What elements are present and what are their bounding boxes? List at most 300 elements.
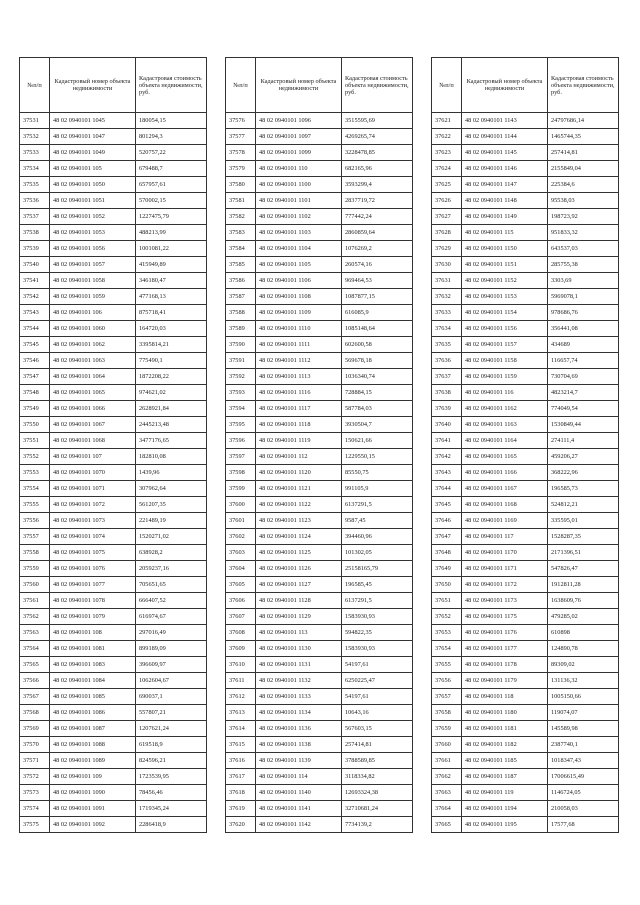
- cadastral-number: 48 02 0940101 1112: [256, 353, 342, 369]
- cadastral-cost: 10643,16: [342, 705, 413, 721]
- row-number: 37534: [20, 161, 50, 177]
- cadastral-number: 48 02 0940101 1136: [256, 721, 342, 737]
- row-number: 37620: [226, 817, 256, 833]
- cadastral-cost: 682165,96: [342, 161, 413, 177]
- cadastral-number: 48 02 0940101 1162: [462, 401, 548, 417]
- cadastral-cost: 524812,21: [548, 497, 619, 513]
- row-number: 37655: [432, 657, 462, 673]
- cadastral-number: 48 02 0940101 1083: [50, 657, 136, 673]
- cadastral-cost: 3515595,69: [342, 113, 413, 129]
- row-number: 37627: [432, 209, 462, 225]
- cadastral-cost: 145589,98: [548, 721, 619, 737]
- cadastral-number: 48 02 0940101 1108: [256, 289, 342, 305]
- table-row: [226, 321, 413, 337]
- row-number: 37563: [20, 625, 50, 641]
- cadastral-number: 48 02 0940101 1059: [50, 289, 136, 305]
- row-number: 37573: [20, 785, 50, 801]
- table-row: [226, 209, 413, 225]
- cadastral-number: 48 02 0940101 1051: [50, 193, 136, 209]
- table-row: [226, 401, 413, 417]
- cadastral-number: 48 02 0940101 1139: [256, 753, 342, 769]
- cadastral-number: 48 02 0940101 1091: [50, 801, 136, 817]
- table-row: [20, 449, 207, 465]
- cadastral-cost: 24797686,14: [548, 113, 619, 129]
- table-row: [20, 481, 207, 497]
- table-row: [432, 225, 619, 241]
- cadastral-cost: 9587,45: [342, 513, 413, 529]
- cadastral-number: 48 02 0940101 1182: [462, 737, 548, 753]
- table-row: [226, 673, 413, 689]
- cadastral-number: 48 02 0940101 1133: [256, 689, 342, 705]
- table-row: [20, 273, 207, 289]
- row-number: 37642: [432, 449, 462, 465]
- row-number: 37554: [20, 481, 50, 497]
- row-number: 37613: [226, 705, 256, 721]
- header-cadastral-cost: Кадастровая стоимость объекта недвижимости, руб.: [548, 58, 619, 113]
- table-row: [432, 129, 619, 145]
- cadastral-cost: 210058,03: [548, 801, 619, 817]
- cadastral-cost: 569678,18: [342, 353, 413, 369]
- table-row: [226, 801, 413, 817]
- row-number: 37569: [20, 721, 50, 737]
- cadastral-number: 48 02 0940101 1171: [462, 561, 548, 577]
- cadastral-cost: 7734139,2: [342, 817, 413, 833]
- cadastral-number: 48 02 0940101 1128: [256, 593, 342, 609]
- cadastral-number: 48 02 0940101 1131: [256, 657, 342, 673]
- cadastral-cost: 728884,15: [342, 385, 413, 401]
- cadastral-number: 48 02 0940101 117: [462, 529, 548, 545]
- table-row: [20, 529, 207, 545]
- row-number: 37552: [20, 449, 50, 465]
- row-number: 37616: [226, 753, 256, 769]
- table-row: [20, 305, 207, 321]
- cadastral-cost: 557807,21: [136, 705, 207, 721]
- table-row: [20, 369, 207, 385]
- row-number: 37582: [226, 209, 256, 225]
- cadastral-cost: 774049,54: [548, 401, 619, 417]
- row-number: 37608: [226, 625, 256, 641]
- row-number: 37576: [226, 113, 256, 129]
- table-row: [226, 817, 413, 833]
- row-number: 37547: [20, 369, 50, 385]
- header-num: №п/п: [20, 58, 50, 113]
- cadastral-cost: 5969078,1: [548, 289, 619, 305]
- cadastral-number: 48 02 0940101 108: [50, 625, 136, 641]
- table-row: [226, 449, 413, 465]
- cadastral-cost: 1583930,93: [342, 641, 413, 657]
- cadastral-number: 48 02 0940101 1157: [462, 337, 548, 353]
- cadastral-cost: 180054,15: [136, 113, 207, 129]
- cadastral-number: 48 02 0940101 1101: [256, 193, 342, 209]
- row-number: 37549: [20, 401, 50, 417]
- cadastral-number: 48 02 0940101 1096: [256, 113, 342, 129]
- row-number: 37565: [20, 657, 50, 673]
- row-number: 37658: [432, 705, 462, 721]
- cadastral-number: 48 02 0940101 1075: [50, 545, 136, 561]
- row-number: 37532: [20, 129, 50, 145]
- table-row: [432, 801, 619, 817]
- table-row: [226, 129, 413, 145]
- header-cadastral-number: Кадастровый номер объекта недвижимости: [462, 58, 548, 113]
- cadastral-number: 48 02 0940101 1177: [462, 641, 548, 657]
- cadastral-cost: 777442,24: [342, 209, 413, 225]
- table-row: [20, 113, 207, 129]
- row-number: 37640: [432, 417, 462, 433]
- cadastral-cost: 85550,75: [342, 465, 413, 481]
- cadastral-number: 48 02 0940101 1195: [462, 817, 548, 833]
- cadastral-number: 48 02 0940101 1134: [256, 705, 342, 721]
- cadastral-number: 48 02 0940101 1123: [256, 513, 342, 529]
- table-row: [226, 433, 413, 449]
- cadastral-number: 48 02 0940101 1072: [50, 497, 136, 513]
- cadastral-cost: 196585,73: [548, 481, 619, 497]
- table-row: [226, 465, 413, 481]
- table-row: [226, 769, 413, 785]
- cadastral-cost: 974621,02: [136, 385, 207, 401]
- cadastral-number: 48 02 0940101 1109: [256, 305, 342, 321]
- table-row: [432, 593, 619, 609]
- table-row: [20, 193, 207, 209]
- table-row: [20, 689, 207, 705]
- cadastral-number: 48 02 0940101 1163: [462, 417, 548, 433]
- row-number: 37560: [20, 577, 50, 593]
- cadastral-cost: 274111,4: [548, 433, 619, 449]
- table-row: [432, 737, 619, 753]
- row-number: 37647: [432, 529, 462, 545]
- cadastral-number: 48 02 0940101 107: [50, 449, 136, 465]
- cadastral-cost: 346180,47: [136, 273, 207, 289]
- row-number: 37577: [226, 129, 256, 145]
- header-cadastral-cost: Кадастровая стоимость объекта недвижимости, руб.: [136, 58, 207, 113]
- table-row: [226, 561, 413, 577]
- table-row: [432, 209, 619, 225]
- table-row: [20, 545, 207, 561]
- row-number: 37591: [226, 353, 256, 369]
- cadastral-number: 48 02 0940101 1057: [50, 257, 136, 273]
- cadastral-cost: 610898: [548, 625, 619, 641]
- cadastral-cost: 824596,21: [136, 753, 207, 769]
- cadastral-cost: 415949,89: [136, 257, 207, 273]
- cadastral-number: 48 02 0940101 112: [256, 449, 342, 465]
- table-row: [20, 401, 207, 417]
- table-row: [432, 577, 619, 593]
- table-row: [20, 417, 207, 433]
- cadastral-number: 48 02 0940101 1152: [462, 273, 548, 289]
- row-number: 37663: [432, 785, 462, 801]
- cadastral-number: 48 02 0940101 1076: [50, 561, 136, 577]
- cadastral-cost: 394460,96: [342, 529, 413, 545]
- cadastral-cost: 1076269,2: [342, 241, 413, 257]
- table-row: [20, 289, 207, 305]
- row-number: 37531: [20, 113, 50, 129]
- row-number: 37597: [226, 449, 256, 465]
- table-row: [432, 481, 619, 497]
- row-number: 37586: [226, 273, 256, 289]
- row-number: 37612: [226, 689, 256, 705]
- cadastral-cost: 1912811,28: [548, 577, 619, 593]
- cadastral-cost: 1001081,22: [136, 241, 207, 257]
- cadastral-cost: 3788589,85: [342, 753, 413, 769]
- row-number: 37617: [226, 769, 256, 785]
- row-number: 37639: [432, 401, 462, 417]
- row-number: 37656: [432, 673, 462, 689]
- cadastral-cost: 1583930,93: [342, 609, 413, 625]
- row-number: 37628: [432, 225, 462, 241]
- table-row: [20, 497, 207, 513]
- cadastral-cost: 602600,58: [342, 337, 413, 353]
- cadastral-number: 48 02 0940101 1138: [256, 737, 342, 753]
- row-number: 37602: [226, 529, 256, 545]
- row-number: 37606: [226, 593, 256, 609]
- cadastral-cost: 666407,52: [136, 593, 207, 609]
- row-number: 37579: [226, 161, 256, 177]
- table-row: [20, 209, 207, 225]
- table-row: [226, 225, 413, 241]
- cadastral-number: 48 02 0940101 1180: [462, 705, 548, 721]
- row-number: 37538: [20, 225, 50, 241]
- cadastral-cost: 32710681,24: [342, 801, 413, 817]
- row-number: 37557: [20, 529, 50, 545]
- row-number: 37659: [432, 721, 462, 737]
- cadastral-number: 48 02 0940101 1119: [256, 433, 342, 449]
- row-number: 37584: [226, 241, 256, 257]
- row-number: 37555: [20, 497, 50, 513]
- cadastral-cost: 775490,1: [136, 353, 207, 369]
- cadastral-cost: 2155849,04: [548, 161, 619, 177]
- table-row: [226, 705, 413, 721]
- table-row: [226, 305, 413, 321]
- cadastral-number: 48 02 0940101 1118: [256, 417, 342, 433]
- cadastral-cost: 951833,32: [548, 225, 619, 241]
- table-row: [20, 609, 207, 625]
- cadastral-cost: 1528287,35: [548, 529, 619, 545]
- row-number: 37604: [226, 561, 256, 577]
- row-number: 37559: [20, 561, 50, 577]
- table-row: [20, 817, 207, 833]
- table-row: [20, 145, 207, 161]
- row-number: 37631: [432, 273, 462, 289]
- header-cadastral-number: Кадастровый номер объекта недвижимости: [256, 58, 342, 113]
- cadastral-cost: 2387740,1: [548, 737, 619, 753]
- row-number: 37662: [432, 769, 462, 785]
- table-row: [226, 545, 413, 561]
- cadastral-cost: 1439,96: [136, 465, 207, 481]
- cadastral-cost: 131136,32: [548, 673, 619, 689]
- cadastral-number: 48 02 0940101 1078: [50, 593, 136, 609]
- cadastral-number: 48 02 0940101 1103: [256, 225, 342, 241]
- cadastral-cost: 479285,02: [548, 609, 619, 625]
- table-row: [226, 369, 413, 385]
- cadastral-cost: 2059237,16: [136, 561, 207, 577]
- cadastral-number: 48 02 0940101 1148: [462, 193, 548, 209]
- cadastral-cost: 17577,68: [548, 817, 619, 833]
- cadastral-number: 48 02 0940101 1058: [50, 273, 136, 289]
- row-number: 37615: [226, 737, 256, 753]
- cadastral-cost: 12693324,38: [342, 785, 413, 801]
- table-row: [20, 753, 207, 769]
- cadastral-cost: 1018347,43: [548, 753, 619, 769]
- cadastral-cost: 705651,65: [136, 577, 207, 593]
- row-number: 37660: [432, 737, 462, 753]
- cadastral-number: 48 02 0940101 1156: [462, 321, 548, 337]
- cadastral-cost: 991105,9: [342, 481, 413, 497]
- row-number: 37595: [226, 417, 256, 433]
- table-row: [226, 353, 413, 369]
- cadastral-number: 48 02 0940101 114: [256, 769, 342, 785]
- table-row: [432, 657, 619, 673]
- cadastral-number: 48 02 0940101 1147: [462, 177, 548, 193]
- row-number: 37541: [20, 273, 50, 289]
- cadastral-number: 48 02 0940101 1089: [50, 753, 136, 769]
- table-row: [20, 385, 207, 401]
- table-row: [432, 417, 619, 433]
- table-row: [432, 449, 619, 465]
- row-number: 37539: [20, 241, 50, 257]
- row-number: 37611: [226, 673, 256, 689]
- cadastral-number: 48 02 0940101 1126: [256, 561, 342, 577]
- cadastral-cost: 6250225,47: [342, 673, 413, 689]
- row-number: 37593: [226, 385, 256, 401]
- cadastral-number: 48 02 0940101 1169: [462, 513, 548, 529]
- table-row: [20, 657, 207, 673]
- table-row: [20, 161, 207, 177]
- row-number: 37562: [20, 609, 50, 625]
- cadastral-number: 48 02 0940101 1063: [50, 353, 136, 369]
- cadastral-number: 48 02 0940101 1111: [256, 337, 342, 353]
- table-row: [432, 769, 619, 785]
- table-row: [432, 689, 619, 705]
- cadastral-cost: 1062604,67: [136, 673, 207, 689]
- cadastral-number: 48 02 0940101 1120: [256, 465, 342, 481]
- cadastral-number: 48 02 0940101 110: [256, 161, 342, 177]
- table-row: [432, 113, 619, 129]
- cadastral-cost: 116657,74: [548, 353, 619, 369]
- cadastral-cost: 520757,22: [136, 145, 207, 161]
- table-row: [432, 321, 619, 337]
- cadastral-number: 48 02 0940101 1064: [50, 369, 136, 385]
- cadastral-cost: 547826,47: [548, 561, 619, 577]
- cadastral-cost: 1530849,44: [548, 417, 619, 433]
- table-row: [432, 353, 619, 369]
- cadastral-number: 48 02 0940101 1117: [256, 401, 342, 417]
- cadastral-number: 48 02 0940101 1140: [256, 785, 342, 801]
- cadastral-number: 48 02 0940101 1158: [462, 353, 548, 369]
- row-number: 37580: [226, 177, 256, 193]
- cadastral-number: 48 02 0940101 1154: [462, 305, 548, 321]
- row-number: 37571: [20, 753, 50, 769]
- cadastral-cost: 2171396,51: [548, 545, 619, 561]
- table-row: [226, 337, 413, 353]
- cadastral-cost: 101302,05: [342, 545, 413, 561]
- cadastral-cost: 1638609,76: [548, 593, 619, 609]
- cadastral-cost: 307962,64: [136, 481, 207, 497]
- table-row: [432, 257, 619, 273]
- table-row: [226, 593, 413, 609]
- cadastral-number: 48 02 0940101 118: [462, 689, 548, 705]
- cadastral-cost: 875718,41: [136, 305, 207, 321]
- row-number: 37610: [226, 657, 256, 673]
- cadastral-cost: 4269265,74: [342, 129, 413, 145]
- row-number: 37646: [432, 513, 462, 529]
- cadastral-cost: 196585,45: [342, 577, 413, 593]
- row-number: 37632: [432, 289, 462, 305]
- cadastral-number: 48 02 0940101 1113: [256, 369, 342, 385]
- cadastral-cost: 6137291,5: [342, 593, 413, 609]
- cadastral-number: 48 02 0940101 1097: [256, 129, 342, 145]
- row-number: 37561: [20, 593, 50, 609]
- cadastral-number: 48 02 0940101 113: [256, 625, 342, 641]
- cadastral-cost: 124890,78: [548, 641, 619, 657]
- table-row: [20, 625, 207, 641]
- cadastral-number: 48 02 0940101 1165: [462, 449, 548, 465]
- table-row: [432, 513, 619, 529]
- table-row: [432, 529, 619, 545]
- cadastral-cost: 594822,35: [342, 625, 413, 641]
- cadastral-number: 48 02 0940101 1068: [50, 433, 136, 449]
- row-number: 37588: [226, 305, 256, 321]
- table-row: [432, 817, 619, 833]
- table-row: [226, 529, 413, 545]
- table-row: [432, 193, 619, 209]
- table-row: [226, 481, 413, 497]
- table-row: [432, 305, 619, 321]
- row-number: 37543: [20, 305, 50, 321]
- table-row: [20, 129, 207, 145]
- cadastral-number: 48 02 0940101 1049: [50, 145, 136, 161]
- cadastral-cost: 221489,19: [136, 513, 207, 529]
- cadastral-number: 48 02 0940101 1060: [50, 321, 136, 337]
- cadastral-number: 48 02 0940101 1130: [256, 641, 342, 657]
- cadastral-number: 48 02 0940101 1144: [462, 129, 548, 145]
- row-number: 37581: [226, 193, 256, 209]
- table-row: [226, 241, 413, 257]
- table-row: [20, 561, 207, 577]
- table-row: [20, 577, 207, 593]
- row-number: 37596: [226, 433, 256, 449]
- cadastral-cost: 2445213,48: [136, 417, 207, 433]
- cadastral-cost: 257414,81: [548, 145, 619, 161]
- cadastral-cost: 1036340,74: [342, 369, 413, 385]
- table-row: [226, 657, 413, 673]
- cadastral-cost: 4823214,7: [548, 385, 619, 401]
- table-row: [432, 609, 619, 625]
- cadastral-cost: 78456,46: [136, 785, 207, 801]
- cadastral-number: 48 02 0940101 1106: [256, 273, 342, 289]
- cadastral-cost: 561207,35: [136, 497, 207, 513]
- row-number: 37550: [20, 417, 50, 433]
- row-number: 37568: [20, 705, 50, 721]
- row-number: 37605: [226, 577, 256, 593]
- cadastral-cost: 2837719,72: [342, 193, 413, 209]
- header-cadastral-cost: Кадастровая стоимость объекта недвижимости, руб.: [342, 58, 413, 113]
- cadastral-cost: 657957,61: [136, 177, 207, 193]
- row-number: 37590: [226, 337, 256, 353]
- cadastral-number: 48 02 0940101 1122: [256, 497, 342, 513]
- cadastral-cost: 978686,76: [548, 305, 619, 321]
- cadastral-cost: 198723,92: [548, 209, 619, 225]
- cadastral-cost: 89309,02: [548, 657, 619, 673]
- row-number: 37629: [432, 241, 462, 257]
- cadastral-number: 48 02 0940101 1070: [50, 465, 136, 481]
- cadastral-cost: 150621,66: [342, 433, 413, 449]
- table-row: [432, 385, 619, 401]
- table-row: [226, 785, 413, 801]
- cadastral-number: 48 02 0940101 1086: [50, 705, 136, 721]
- table-row: [432, 561, 619, 577]
- cadastral-cost: 25158165,79: [342, 561, 413, 577]
- row-number: 37603: [226, 545, 256, 561]
- cadastral-number: 48 02 0940101 119: [462, 785, 548, 801]
